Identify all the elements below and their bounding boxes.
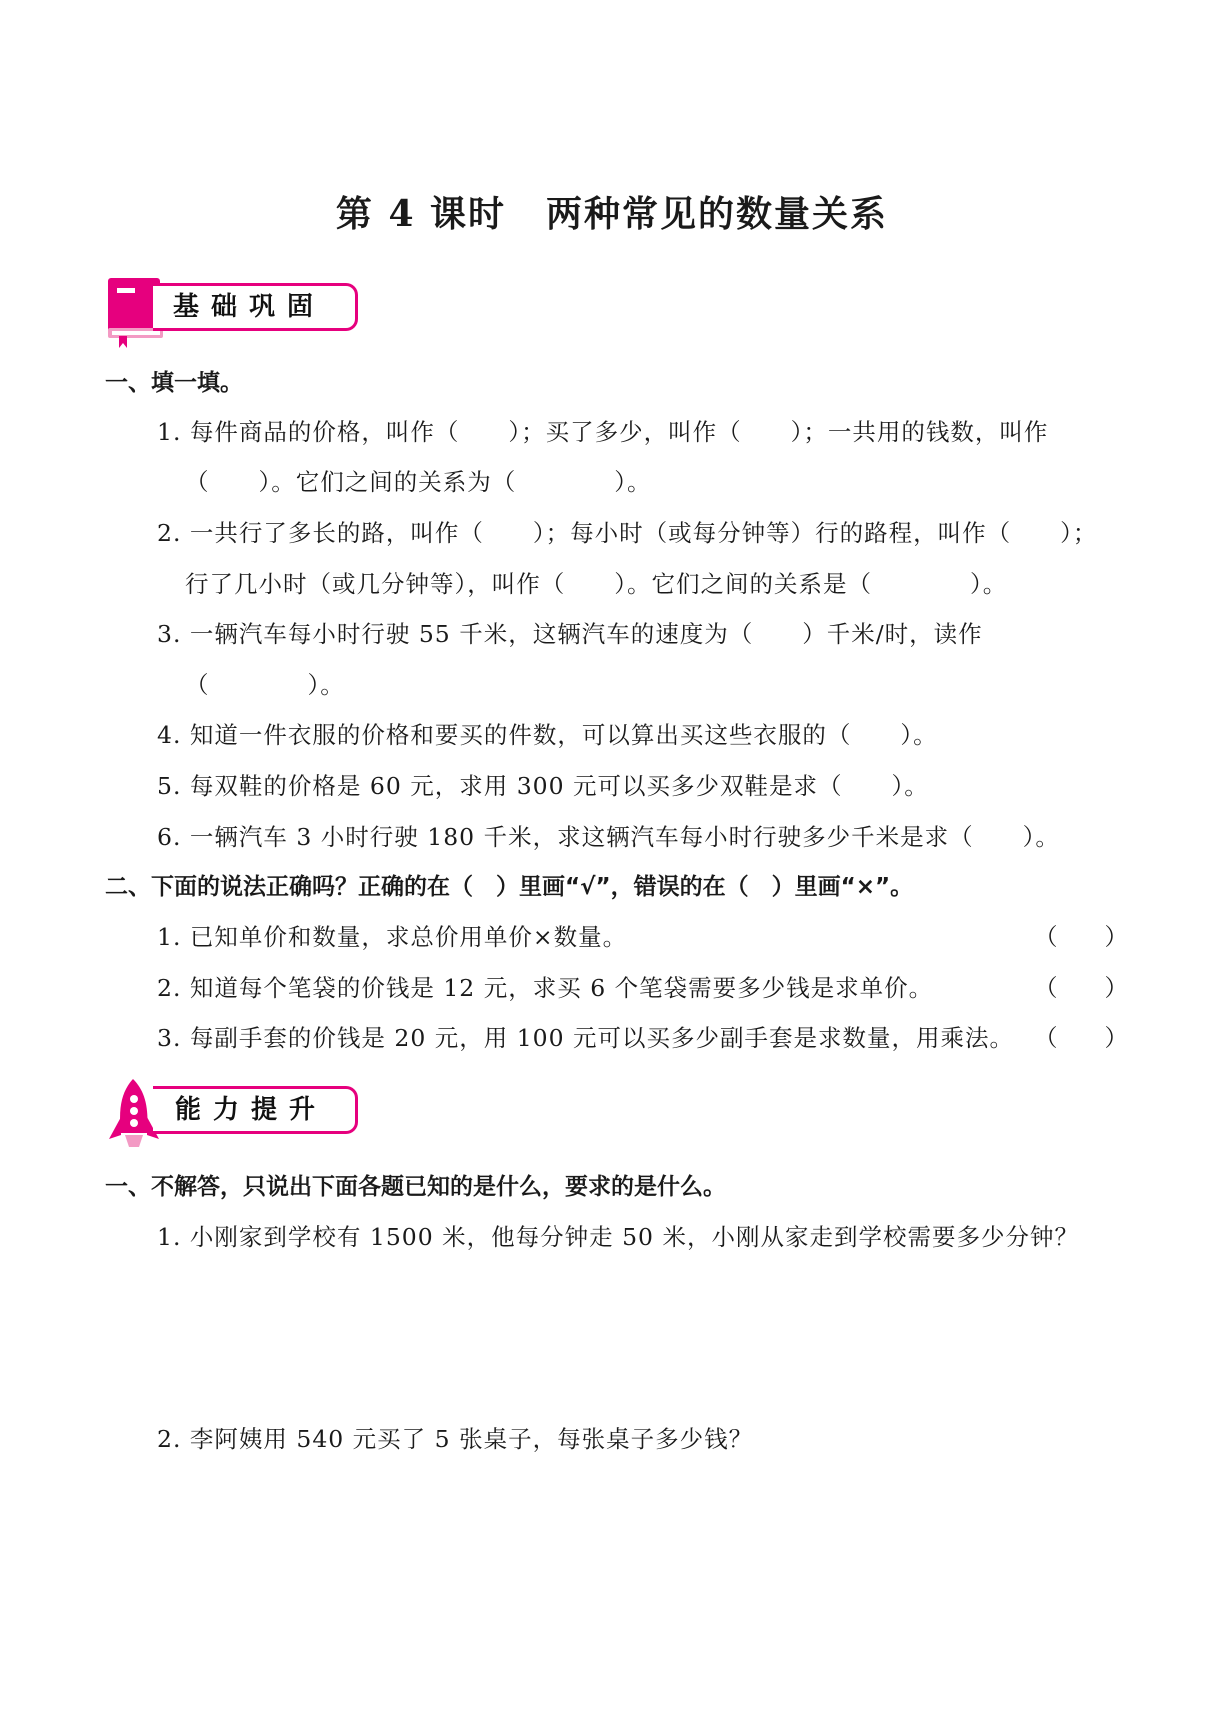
question-3-line-2: （ ）。: [185, 671, 345, 699]
question-2-line-2: 行了几小时（或几分钟等），叫作（ ）。它们之间的关系是（ ）。: [185, 570, 1008, 598]
question-5: 5. 每双鞋的价格是 60 元，求用 300 元可以买多少双鞋是求（ ）。: [157, 772, 929, 800]
section-heading-fill: 一、填一填。: [105, 370, 243, 396]
judge-question-1: 1. 已知单价和数量，求总价用单价×数量。: [157, 923, 628, 951]
lesson-number: 第 4 课时: [335, 193, 507, 235]
section-banner-advanced: [105, 1083, 355, 1141]
judge-question-3: 3. 每副手套的价钱是 20 元，用 100 元可以买多少副手套是求数量，用乘法。: [157, 1024, 1015, 1052]
question-6: 6. 一辆汽车 3 小时行驶 180 千米，求这辆汽车每小时行驶多少千米是求（ ）。: [157, 823, 1060, 851]
question-1-line-2: （ ）。它们之间的关系为（ ）。: [185, 468, 652, 496]
question-2-line-1: 2. 一共行了多长的路，叫作（ ）；每小时（或每分钟等）行的路程，叫作（ ）；: [157, 519, 1098, 547]
lesson-topic: 两种常见的数量关系: [546, 193, 889, 235]
answer-blank-1[interactable]: （ ）: [1034, 923, 1128, 951]
section-heading-analyze: 一、不解答，只说出下面各题已知的是什么，要求的是什么。: [105, 1174, 726, 1200]
judge-question-2: 2. 知道每个笔袋的价钱是 12 元，求买 6 个笔袋需要多少钱是求单价。: [157, 974, 934, 1002]
page-title: [0, 186, 1224, 237]
question-3-line-1: 3. 一辆汽车每小时行驶 55 千米，这辆汽车的速度为（ ）千米/时，读作: [157, 620, 983, 648]
analyze-question-2: 2. 李阿姨用 540 元买了 5 张桌子，每张桌子多少钱？: [157, 1425, 754, 1453]
analyze-question-1: 1. 小刚家到学校有 1500 米，他每分钟走 50 米，小刚从家走到学校需要多少分钟？: [157, 1223, 1079, 1251]
answer-blank-3[interactable]: （ ）: [1034, 1024, 1128, 1052]
section-banner-basic: [105, 280, 355, 338]
question-4: 4. 知道一件衣服的价格和要买的件数，可以算出买这些衣服的（ ）。: [157, 721, 938, 749]
banner-label: 基础巩固: [173, 292, 326, 322]
section-heading-judge: 二、下面的说法正确吗？正确的在（ ）里画“√”，错误的在（ ）里画“×”。: [105, 874, 914, 900]
answer-blank-2[interactable]: （ ）: [1034, 974, 1128, 1002]
question-1-line-1: 1. 每件商品的价格，叫作（ ）；买了多少，叫作（ ）；一共用的钱数，叫作: [157, 418, 1049, 446]
banner-label: 能力提升: [175, 1095, 328, 1125]
